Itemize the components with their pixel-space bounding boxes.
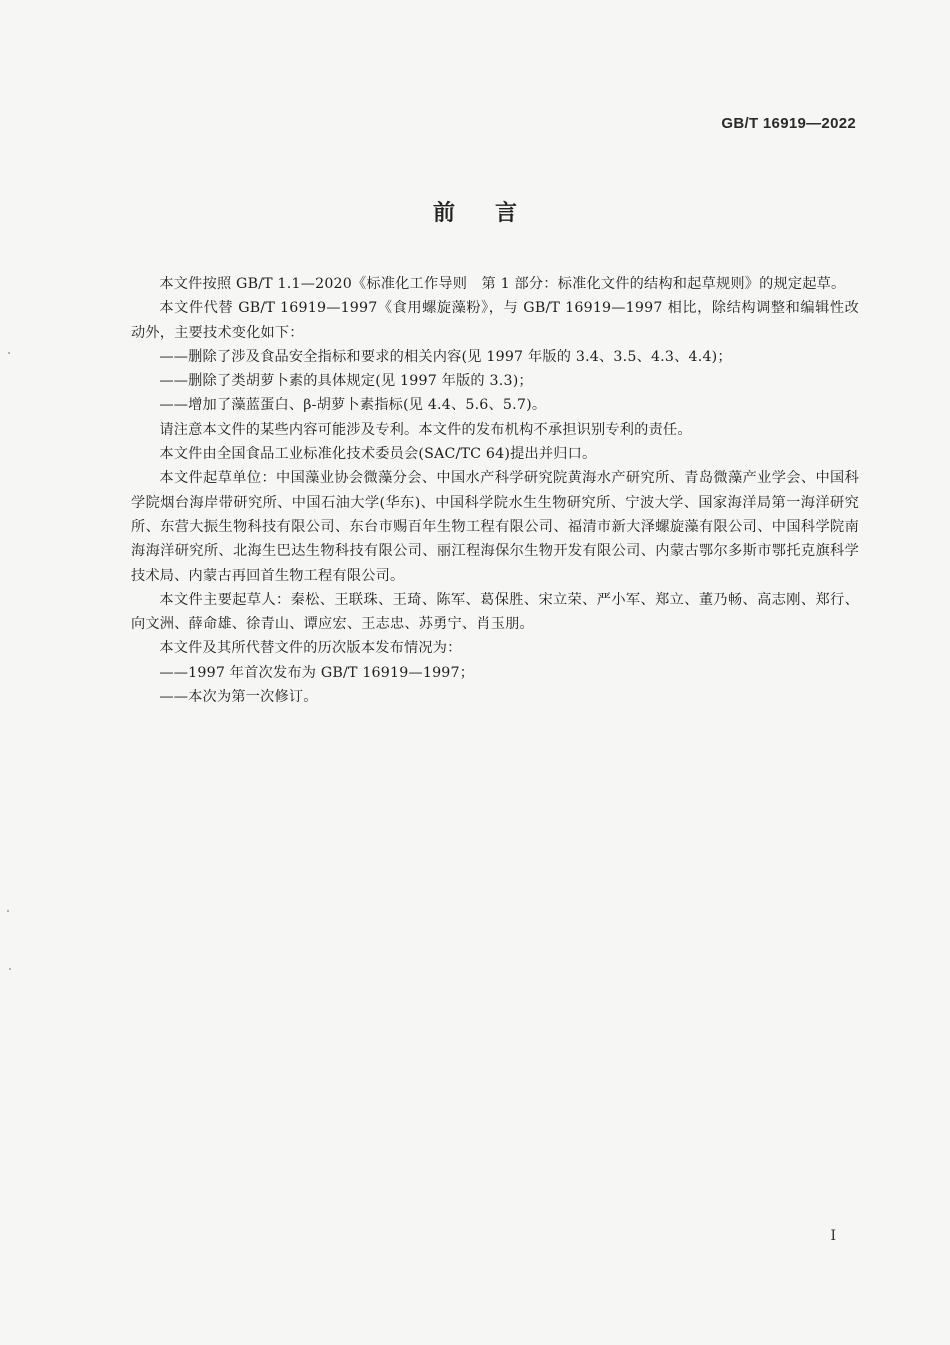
list-item-change-1: ——删除了涉及食品安全指标和要求的相关内容(见 1997 年版的 3.4、3.5、4.3、4.4)； [159, 348, 732, 365]
standard-code: GB/T 16919—2022 [721, 115, 856, 132]
list-item-history-2: ——本次为第一次修订。 [159, 689, 318, 706]
paragraph-history-intro: 本文件及其所代替文件的历次版本发布情况为： [159, 640, 462, 657]
scan-speck [9, 968, 11, 970]
paragraph-patent-notice: 请注意本文件的某些内容可能涉及专利。本文件的发布机构不承担识别专利的责任。 [159, 421, 692, 438]
paragraph-proposer: 本文件由全国食品工业标准化技术委员会(SAC/TC 64)提出并归口。 [159, 446, 597, 463]
page-number: I [830, 1228, 836, 1244]
list-item-change-2: ——删除了类胡萝卜素的具体规定(见 1997 年版的 3.3)； [159, 373, 533, 390]
list-item-change-3: ——增加了藻蓝蛋白、β-胡萝卜素指标(见 4.4、5.6、5.7)。 [159, 397, 547, 414]
paragraph-drafting-rules: 本文件按照 GB/T 1.1—2020《标准化工作导则 第 1 部分：标准化文件的结构和起草规则》的规定起草。 [159, 276, 846, 292]
list-item-history-1: ——1997 年首次发布为 GB/T 16919—1997； [159, 664, 475, 681]
paragraph-drafters: 本文件主要起草人：秦松、王联珠、王琦、陈军、葛保胜、宋立荣、严小军、郑立、董乃畅、高志刚、郑行、向文洲、薛命雄、徐青山、谭应宏、王志忠、苏勇宁、肖玉朋。 [131, 591, 859, 633]
page-title: 前言 [432, 201, 557, 226]
paragraph-drafting-units: 本文件起草单位：中国藻业协会微藻分会、中国水产科学研究院黄海水产研究所、青岛微藻产业学会、中国科学院烟台海岸带研究所、中国石油大学(华东)、中国科学院水生生物研究所、宁波大学、国家海洋局第一海洋研究所、东营大振生物科技有限公司、东台市赐百年生物工程有限公司、福清市新大泽螺旋藻有限公司、中国科学院南海海洋研究所、北海生巴达生物科技有限公司、丽江程海保尔生物开发有限公司、内蒙古鄂尔多斯市鄂托克旗科学技术局、内蒙古再回首生物工程有限公司。 [131, 470, 859, 584]
paragraph-replacement: 本文件代替 GB/T 16919—1997《食用螺旋藻粉》，与 GB/T 16919—1997 相比，除结构调整和编辑性改动外，主要技术变化如下： [131, 300, 859, 341]
foreword-body [131, 272, 859, 709]
scan-speck [7, 910, 9, 912]
scan-speck [8, 352, 10, 354]
